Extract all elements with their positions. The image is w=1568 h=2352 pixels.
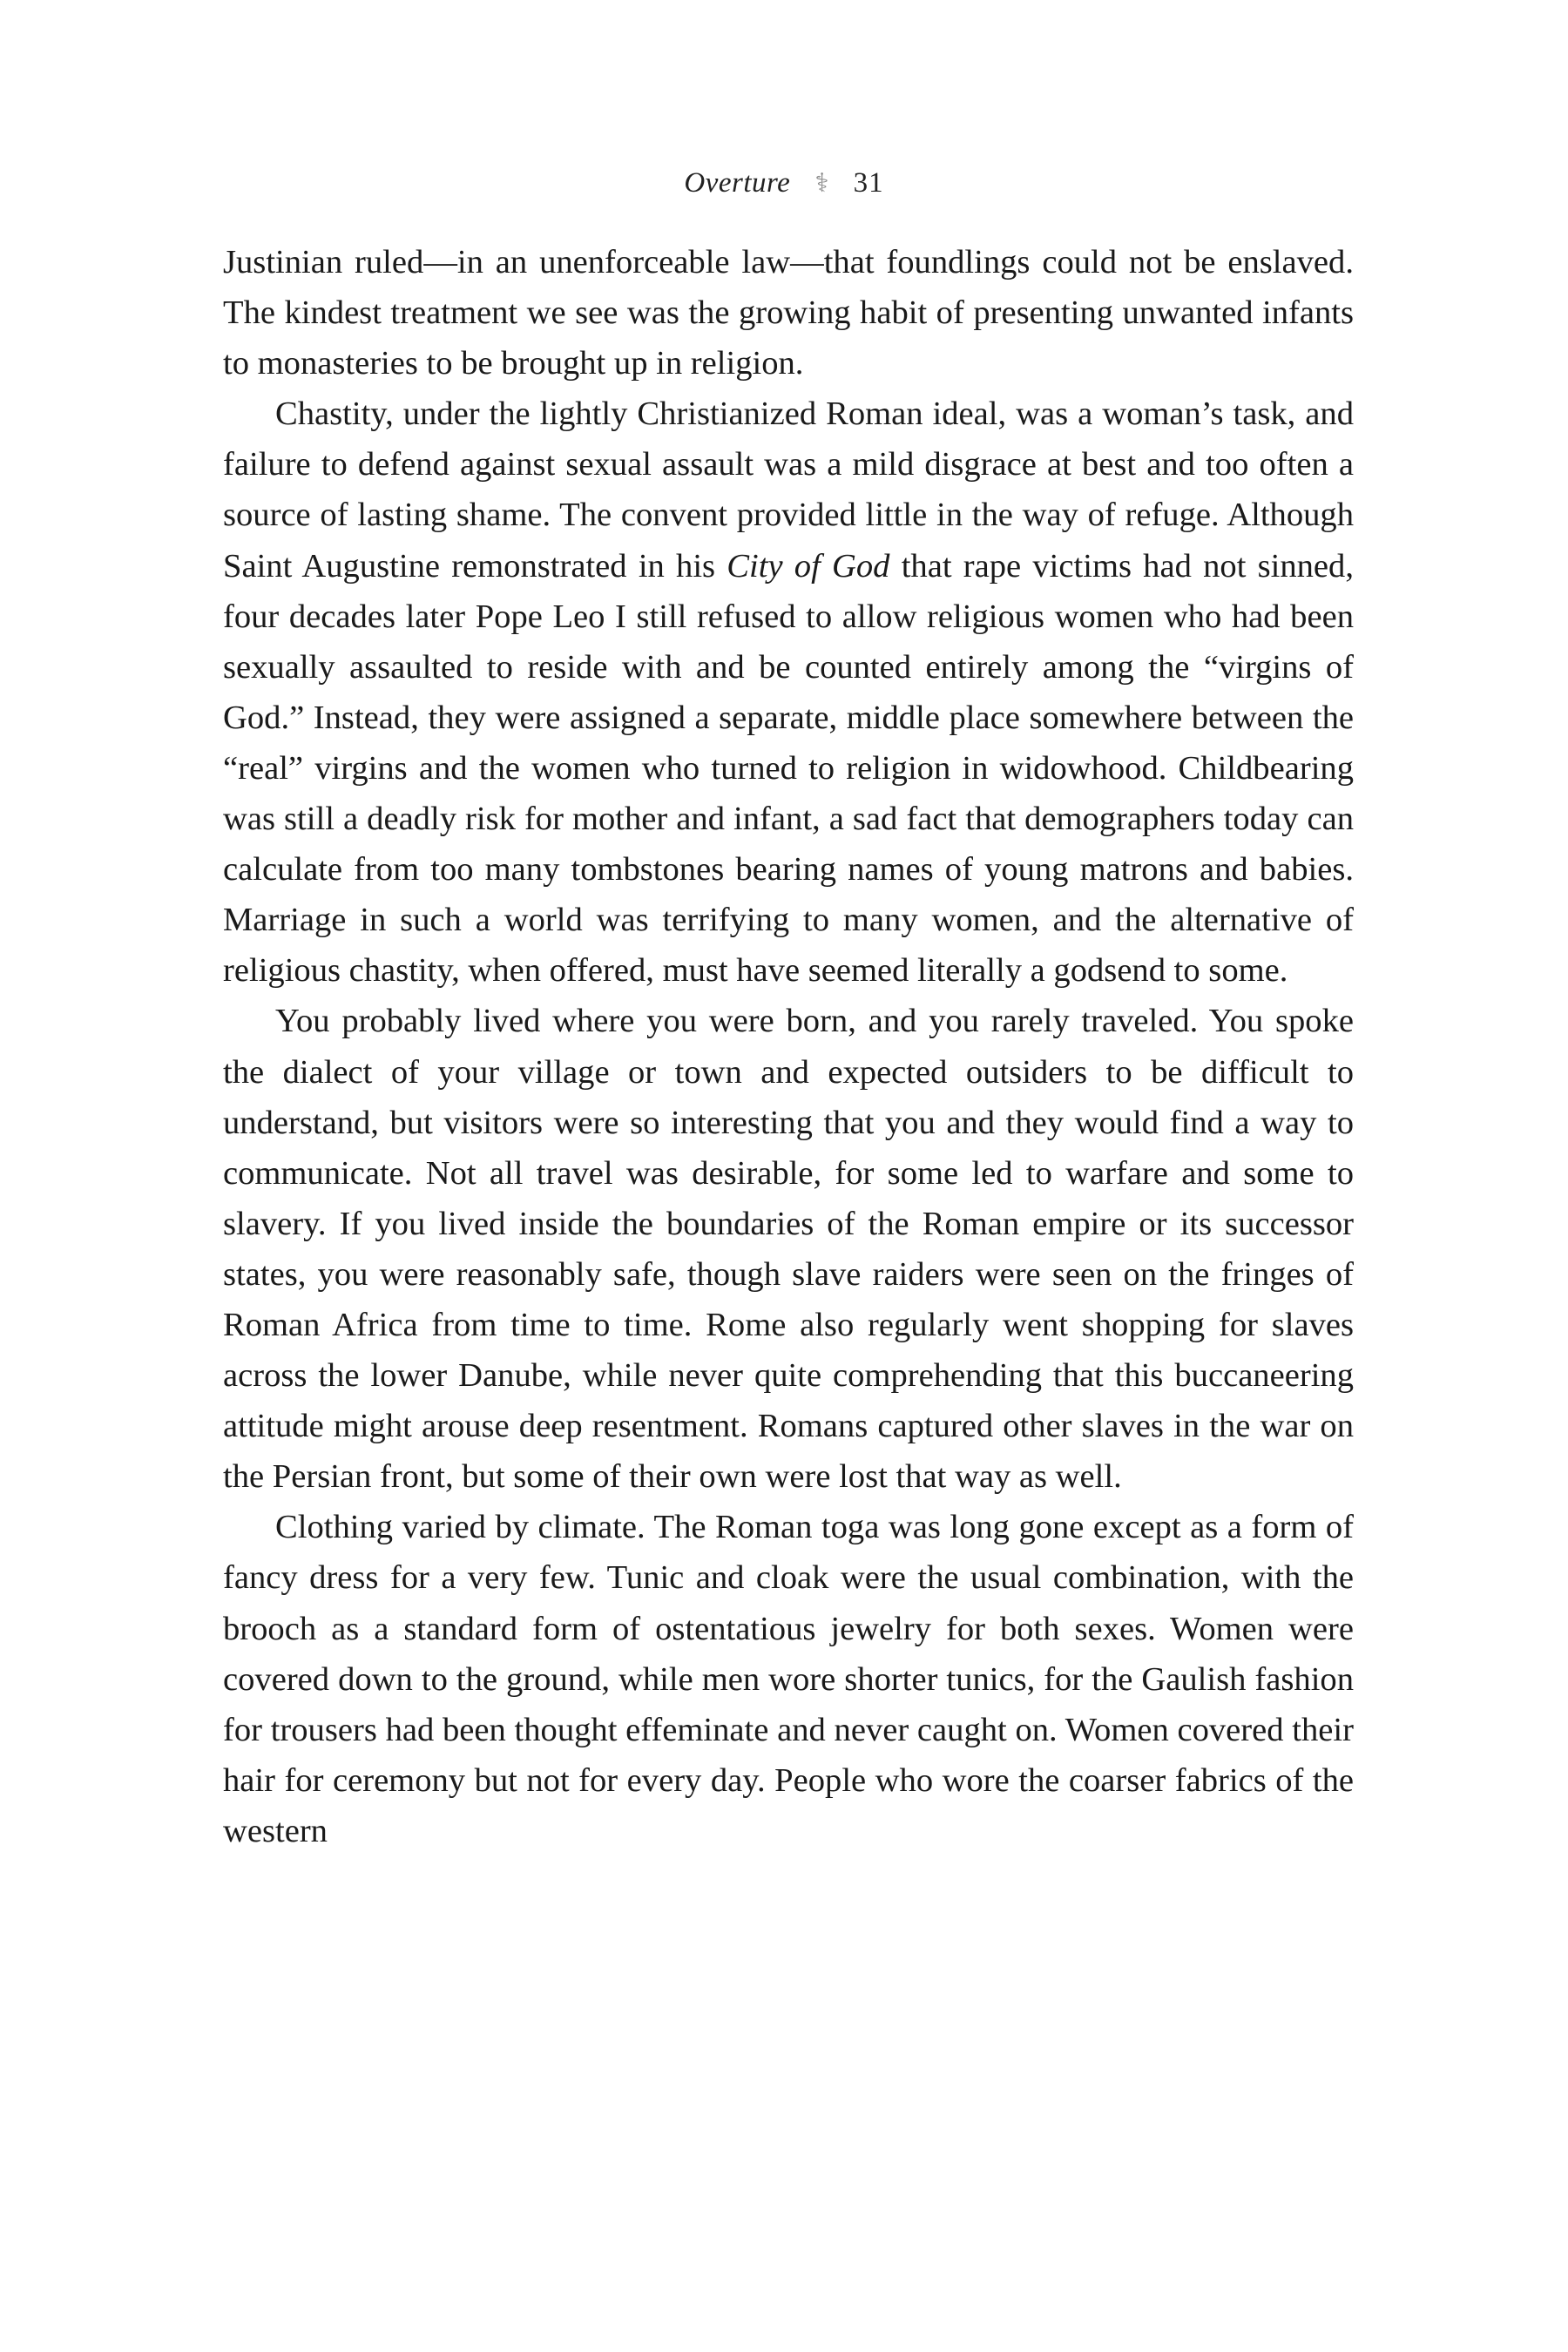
book-title-italic: City of God <box>727 547 890 585</box>
running-head-title: Overture <box>684 167 791 199</box>
running-head <box>0 166 1568 201</box>
paragraph-3: You probably lived where you were born, and you rarely traveled. You spoke the dialect of your village or town and expected outsiders to be difficult to understand, but visitors were so interesting that you and they would find a way to communicate. Not all travel was desirable, for some led to warfare and some to slavery. If you lived inside the boundaries of the Roman empire or its successor states, you were reasonably safe, though slave raiders were seen on the fringes of Roman Africa from time to time. Rome also regularly went shopping for slaves across the lower Danube, while never quite comprehending that this buccaneering attitude might arouse deep resentment. Romans captured other slaves in the war on the Persian front, but some of their own were lost that way as well. <box>223 1003 1354 1496</box>
paragraph-2-text-end: that rape victims had not sinned, four decades later Pope Leo I still refused to allow religious women who had been sexually assaulted to reside with and be counted entirely among the “virgins of God.” Instead, they were assigned a separate, middle place somewhere between the “real” virgins and the women who turned to religion in widowhood. Childbearing was still a deadly risk for mother and infant, a sad fact that demographers today can calculate from too many tombstones bearing names of young matrons and babies. Marriage in such a world was terrifying to many women, and the alternative of religious chastity, when offered, must have seemed literally a godsend to some. <box>223 547 1354 990</box>
paragraph-4: Clothing varied by climate. The Roman toga was long gone except as a form of fancy dress for a very few. Tunic and cloak were the usual combination, with the brooch as a standard form of ostentatious jewelry for both sexes. Women were covered down to the ground, while men wore shorter tunics, for the Gaulish fashion for trousers had been thought effeminate and never caught on. Women covered their hair for ceremony but not for every day. People who wore the coarser fabrics of the western <box>223 1509 1354 1849</box>
ornament-icon: ⚕ <box>814 169 829 198</box>
paragraph-1: Justinian ruled—in an unenforceable law—that foundlings could not be enslaved. The kindest treatment we see was the growing habit of presenting unwanted infants to monasteries to be brought up in religion. <box>223 244 1354 382</box>
paragraph-2 <box>223 389 1354 996</box>
page-number: 31 <box>853 167 884 199</box>
body-text <box>223 237 1354 1856</box>
paragraph-2-text-start: Chastity, under the lightly Christianized Roman ideal, was a woman’s task, and failure to defend against sexual assault was a mild disgrace at best and too often a source of lasting shame. The convent provided little in the way of refuge. Although Saint Augustine remonstrated in his <box>223 395 1354 585</box>
